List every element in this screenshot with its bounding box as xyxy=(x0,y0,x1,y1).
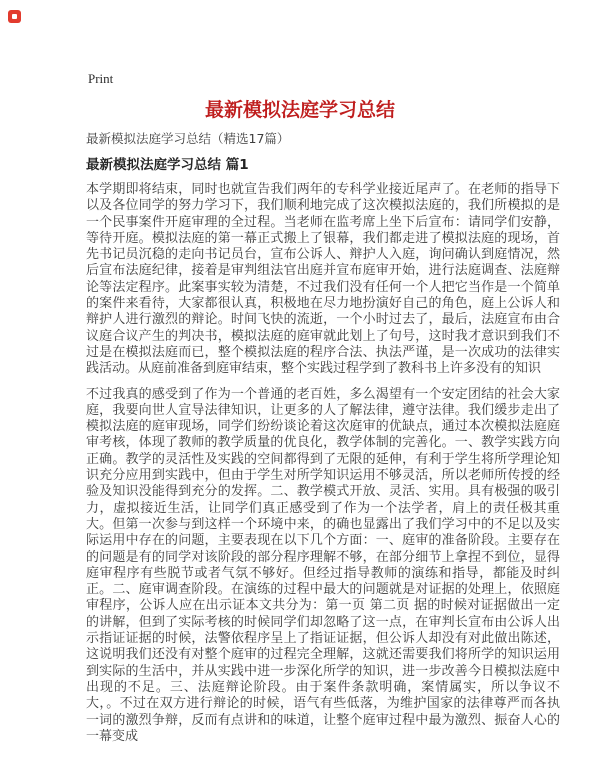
subtitle: 最新模拟法庭学习总结（精选17篇） xyxy=(86,131,290,146)
paragraph-2: 不过我真的感受到了作为一个普通的老百姓，多么渴望有一个安定团结的社会大家庭，我要向世人宣导法律知识，让更多的人了解法律，遵守法律。我们缓步走出了模拟法庭的庭审现场，同学们纷纷谈论着这次庭审的优缺点，通过本次模拟法庭庭审考核，体现了教师的教学质量的优良化，教学体制的完善化。一、教学实践方向正确。教学的灵活性及实践的空间都得到了无限的延伸，有利于学生将所学理论知识充分应用到实践中，但由于学生对所学知识运用不够灵活，所以老师所传授的经验及知识没能得到充分的发挥。二、教学模式开放、灵活、实用。具有极强的吸引力，虚拟接近生活，让同学们真正感受到了作为一个法学者，肩上的责任极其重大。但第一次参与到这样一个环境中来，的确也显露出了我们学习中的不足以及实际运用中存在的问题，主要表现在以下几个方面：一、庭审的准备阶段。主要存在的问题是有的同学对该阶段的部分程序理解不够，在部分细节上拿捏不到位，显得庭审程序有些脱节或者气氛不够好。但经过指导教师的演练和指导，都能及时纠正。二、庭审调查阶段。在演练的过程中最大的问题就是对证据的处理上，依照庭审程序，公诉人应在出示证本文共分为：第一页 第二页 据的时候对证据做出一定的讲解，但到了实际考核的时候同学们却忽略了这一点，在审判长宣布由公诉人出示指证证据的时候，法警依程序呈上了指证证据，但公诉人却没有对此做出陈述，这说明我们还没有对整个庭审的过程完全理解，这就还需要我们将所学的知识运用到实际的生活中，并从实践中进一步深化所学的知识，进一步改善今日模拟法庭中出现的不足。三、法庭辩论阶段。由于案件条款明确，案情属实，所以争议不大，。不过在双方进行辩论的时候，语气有些低落，为维护国家的法律尊严而各执一词的激烈争辩，反而有点讲和的味道，让整个庭审过程中最为激烈、振奋人心的一幕变成 xyxy=(86,386,560,744)
red-app-icon[interactable] xyxy=(8,10,21,23)
paragraph-1: 本学期即将结束，同时也就宣告我们两年的专科学业接近尾声了。在老师的指导下以及各位同学的努力学习下，我们顺利地完成了这次模拟法庭的，我们所模拟的是一个民事案件开庭审理的全过程。当老师在监考席上坐下后宣布：请同学们安静，等待开庭。模拟法庭的第一幕正式搬上了银幕，我们都走进了模拟法庭的现场，首先书记员沉稳的走向书记员台，宣布公诉人、辩护人入庭，询问确认到庭情况，然后宣布法庭纪律，接着是审判组法官出庭并宣布庭审开始，进行法庭调查、法庭辩论等法定程序。此案事实较为清楚，不过我们没有任何一个人把它当作是一个简单的案件来看待，大家都很认真，积极地在尽力地扮演好自己的角色，庭上公诉人和辩护人进行激烈的辩论。时间飞快的流逝，一个小时过去了，最后，法庭宣布由合议庭合议产生的判决书，模拟法庭的庭审就此划上了句号，这时我才意识到我们不过是在模拟法庭而已，整个模拟法庭的程序合法、执法严谨，是一次成功的法律实践活动。从庭前准备到庭审结束，整个实践过程学到了教科书上许多没有的知识 xyxy=(86,182,560,377)
print-link[interactable]: Print xyxy=(88,71,114,86)
section-heading: 最新模拟法庭学习总结 篇1 xyxy=(86,157,249,173)
article-body xyxy=(86,182,560,754)
page-title: 最新模拟法庭学习总结 xyxy=(204,99,395,121)
